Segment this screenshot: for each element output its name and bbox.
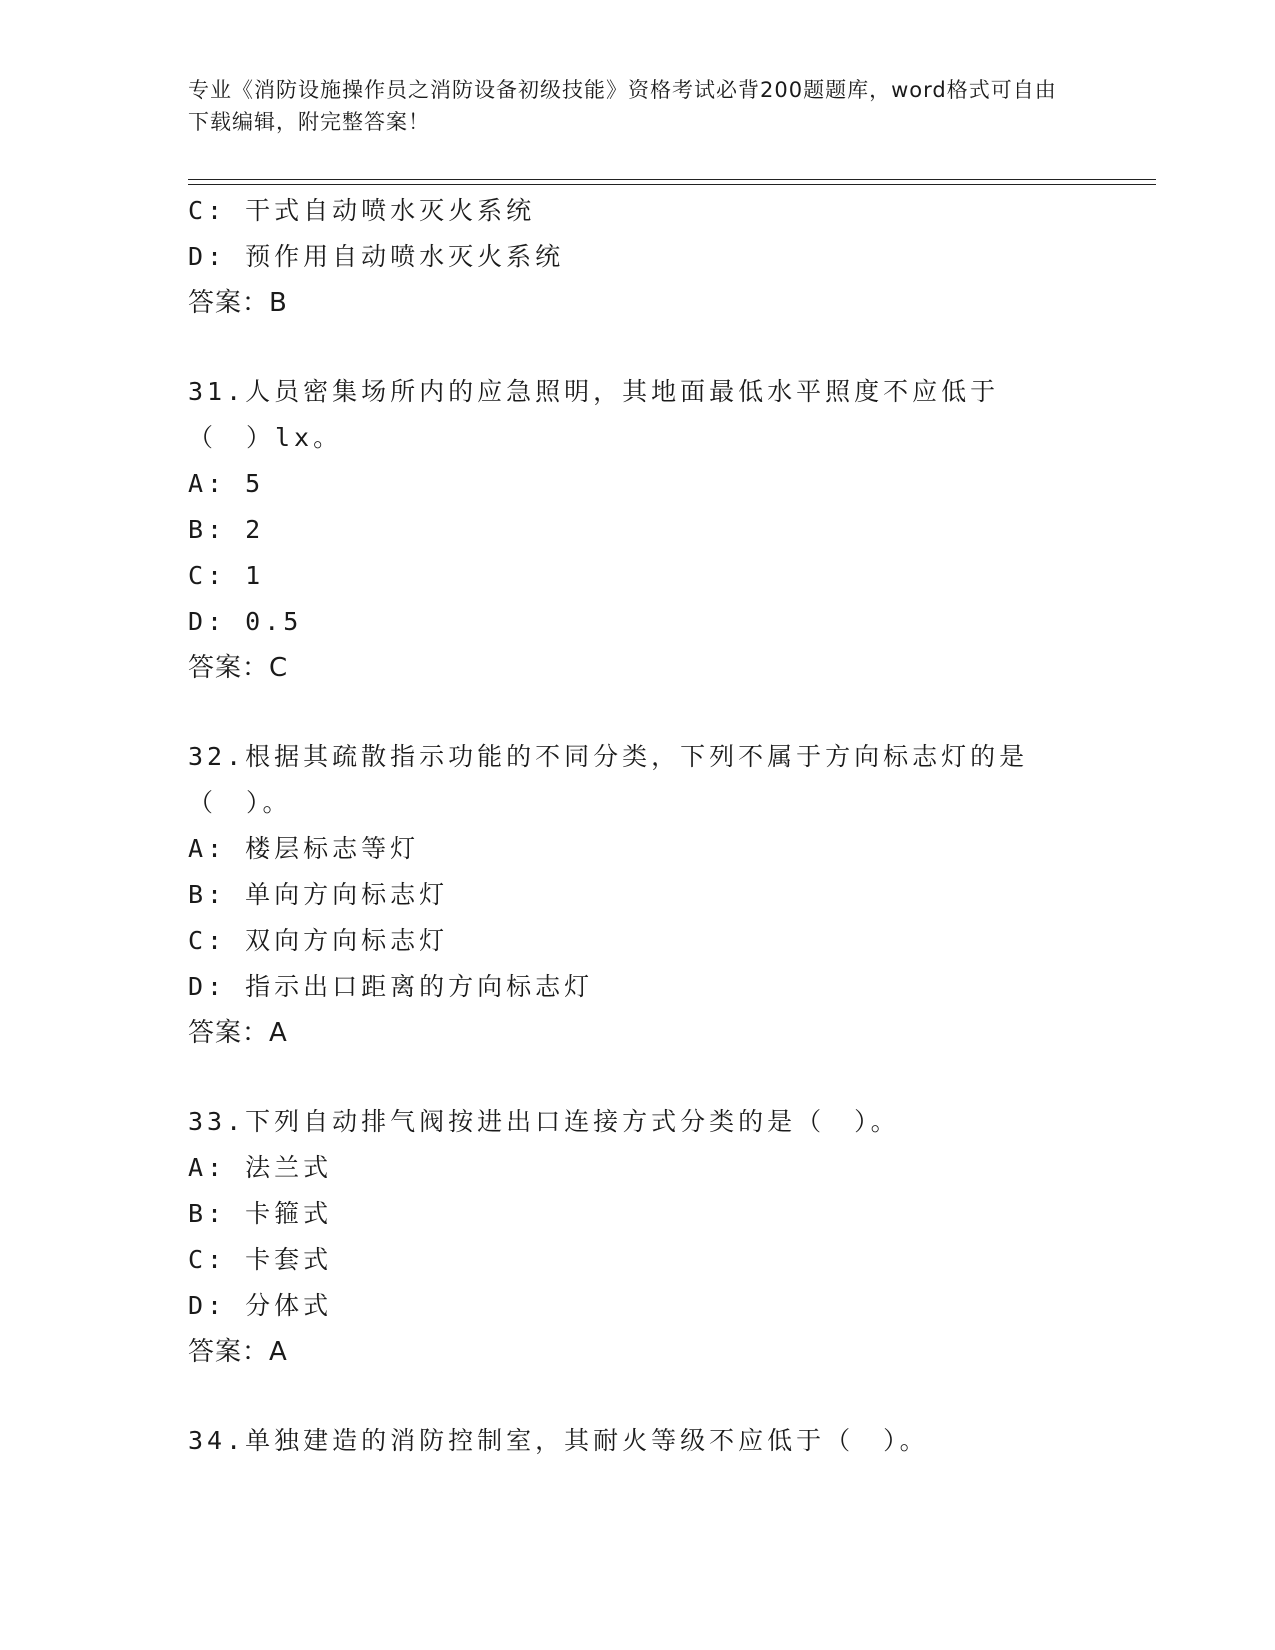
option-b: B: 单向方向标志灯: [188, 880, 449, 909]
document-title: 专业《消防设施操作员之消防设备初级技能》资格考试必背200题题库，word格式可自由下载编辑，附完整答案！: [188, 78, 1057, 134]
option-d: D: 预作用自动喷水灭火系统: [188, 242, 565, 271]
answer-line: 答案：B: [188, 288, 288, 318]
spacer: [188, 1375, 1068, 1418]
answer-line: 答案：A: [188, 1018, 288, 1048]
question-stem: 33.下列自动排气阀按进出口连接方式分类的是（ ）。: [188, 1107, 900, 1136]
question-block-33: [188, 1099, 1068, 1375]
question-block-30: [188, 188, 1068, 326]
option-b: B: 2: [188, 515, 265, 544]
option-c: C: 卡套式: [188, 1245, 333, 1274]
header-rule-bottom: [188, 184, 1156, 185]
question-list: [188, 188, 1068, 1464]
question-stem: 34.单独建造的消防控制室，其耐火等级不应低于（ ）。: [188, 1426, 929, 1455]
question-stem: 31.人员密集场所内的应急照明，其地面最低水平照度不应低于（ ）lx。: [188, 377, 1000, 452]
answer-line: 答案：A: [188, 1337, 288, 1367]
question-block-32: [188, 734, 1068, 1056]
option-a: A: 5: [188, 469, 265, 498]
option-c: C: 干式自动喷水灭火系统: [188, 196, 536, 225]
document-header: [188, 74, 1068, 138]
question-block-31: [188, 369, 1068, 691]
option-d: D: 分体式: [188, 1291, 333, 1320]
option-a: A: 楼层标志等灯: [188, 834, 420, 863]
option-c: C: 1: [188, 561, 265, 590]
option-c: C: 双向方向标志灯: [188, 926, 449, 955]
spacer: [188, 691, 1068, 734]
option-d: D: 0.5: [188, 607, 303, 636]
spacer: [188, 1056, 1068, 1099]
option-a: A: 法兰式: [188, 1153, 333, 1182]
header-rule-top: [188, 179, 1156, 180]
question-block-34: [188, 1418, 1068, 1464]
option-d: D: 指示出口距离的方向标志灯: [188, 972, 594, 1001]
spacer: [188, 326, 1068, 369]
option-b: B: 卡箍式: [188, 1199, 333, 1228]
answer-line: 答案：C: [188, 653, 289, 683]
question-stem: 32.根据其疏散指示功能的不同分类，下列不属于方向标志灯的是（ ）。: [188, 742, 1029, 817]
